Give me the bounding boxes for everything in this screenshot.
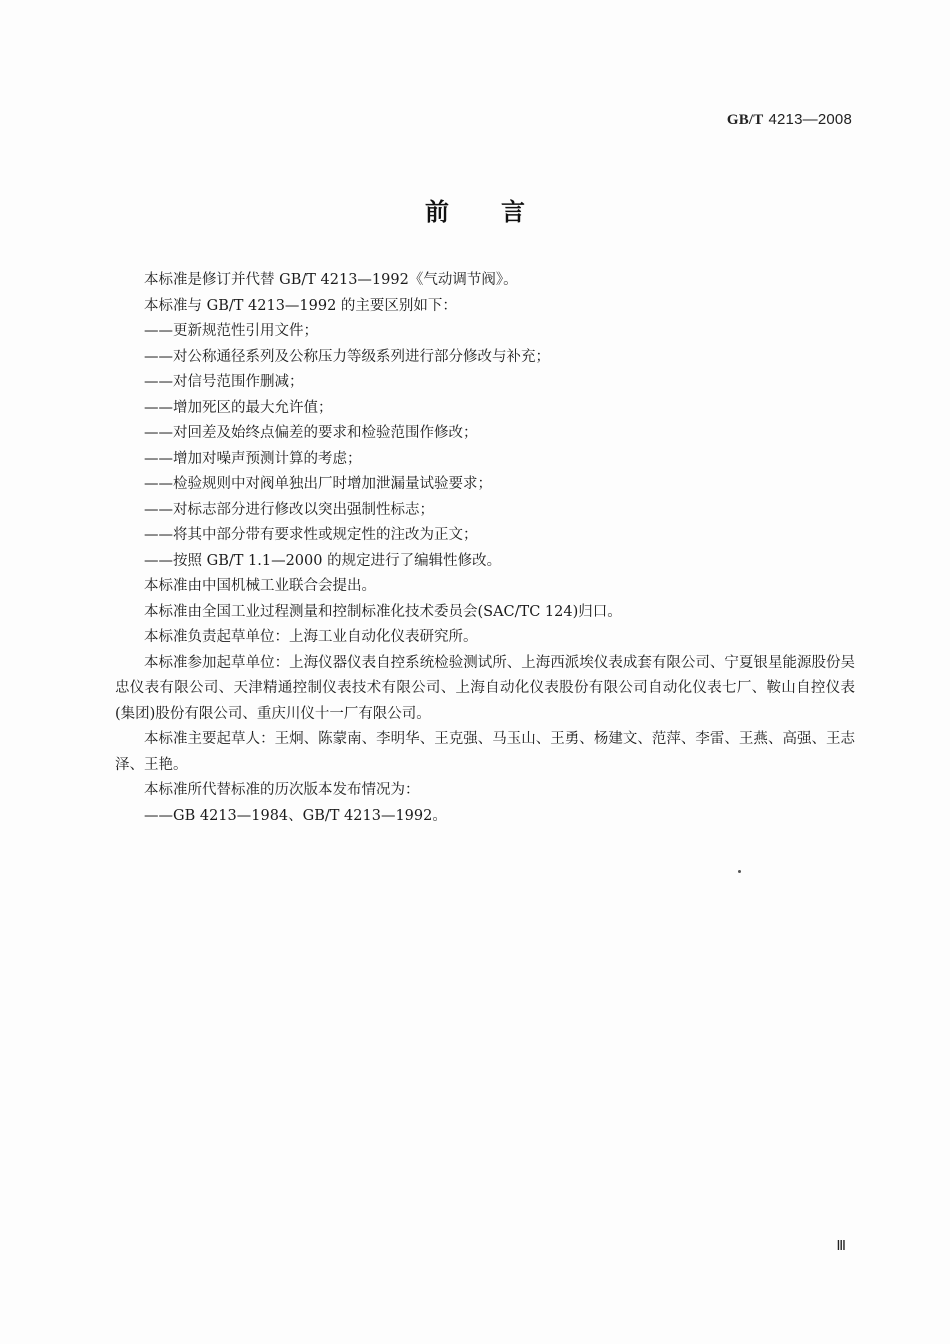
list-item: ——增加死区的最大允许值； <box>144 399 333 416</box>
standard-number: 4213—2008 <box>768 111 852 128</box>
list-item: ——更新规范性引用文件； <box>144 323 318 339</box>
paragraph: 本标准是修订并代替 GB/T 4213—1992《气动调节阀》。 <box>144 272 518 288</box>
list-item: ——增加对噪声预测计算的考虑； <box>144 450 362 467</box>
list-item: ——按照 GB/T 1.1—2000 的规定进行了编辑性修改。 <box>144 552 502 569</box>
paragraph: 本标准主要起草人：王炯、陈蒙南、李明华、王克强、马玉山、王勇、杨建文、范萍、李雷、王燕、高强、王志泽、王艳。 <box>115 731 855 773</box>
paragraph: 本标准由中国机械工业联合会提出。 <box>144 578 376 594</box>
preface-body <box>115 268 855 829</box>
paragraph: 本标准与 GB/T 4213—1992 的主要区别如下： <box>144 297 457 314</box>
standard-prefix: GB/T <box>726 112 764 128</box>
paragraph: 本标准参加起草单位：上海仪器仪表自控系统检验测试所、上海西派埃仪表成套有限公司、宁夏银星能源股份吴忠仪表有限公司、天津精通控制仪表技术有限公司、上海自动化仪表股份有限公司自动化仪表七厂、鞍山自控仪表(集团)股份有限公司、重庆川仪十一厂有限公司。 <box>115 654 855 722</box>
list-item: ——将其中部分带有要求性或规定性的注改为正文； <box>144 527 478 543</box>
list-item: ——对标志部分进行修改以突出强制性标志； <box>144 501 434 518</box>
paragraph: 本标准负责起草单位：上海工业自动化仪表研究所。 <box>144 629 478 645</box>
scan-speck <box>738 870 741 873</box>
list-item: ——GB 4213—1984、GB/T 4213—1992。 <box>144 807 447 824</box>
standard-code <box>727 110 852 129</box>
paragraph: 本标准所代替标准的历次版本发布情况为： <box>144 782 420 798</box>
page-title: 前言 <box>425 197 577 226</box>
list-item: ——对信号范围作删减； <box>144 374 304 390</box>
paragraph: 本标准由全国工业过程测量和控制标准化技术委员会(SAC/TC 124)归口。 <box>144 603 622 620</box>
list-item: ——对公称通径系列及公称压力等级系列进行部分修改与补充； <box>144 348 550 365</box>
list-item: ——对回差及始终点偏差的要求和检验范围作修改； <box>144 425 478 441</box>
list-item: ——检验规则中对阀单独出厂时增加泄漏量试验要求； <box>144 476 492 492</box>
page-number: Ⅲ <box>836 1239 846 1254</box>
